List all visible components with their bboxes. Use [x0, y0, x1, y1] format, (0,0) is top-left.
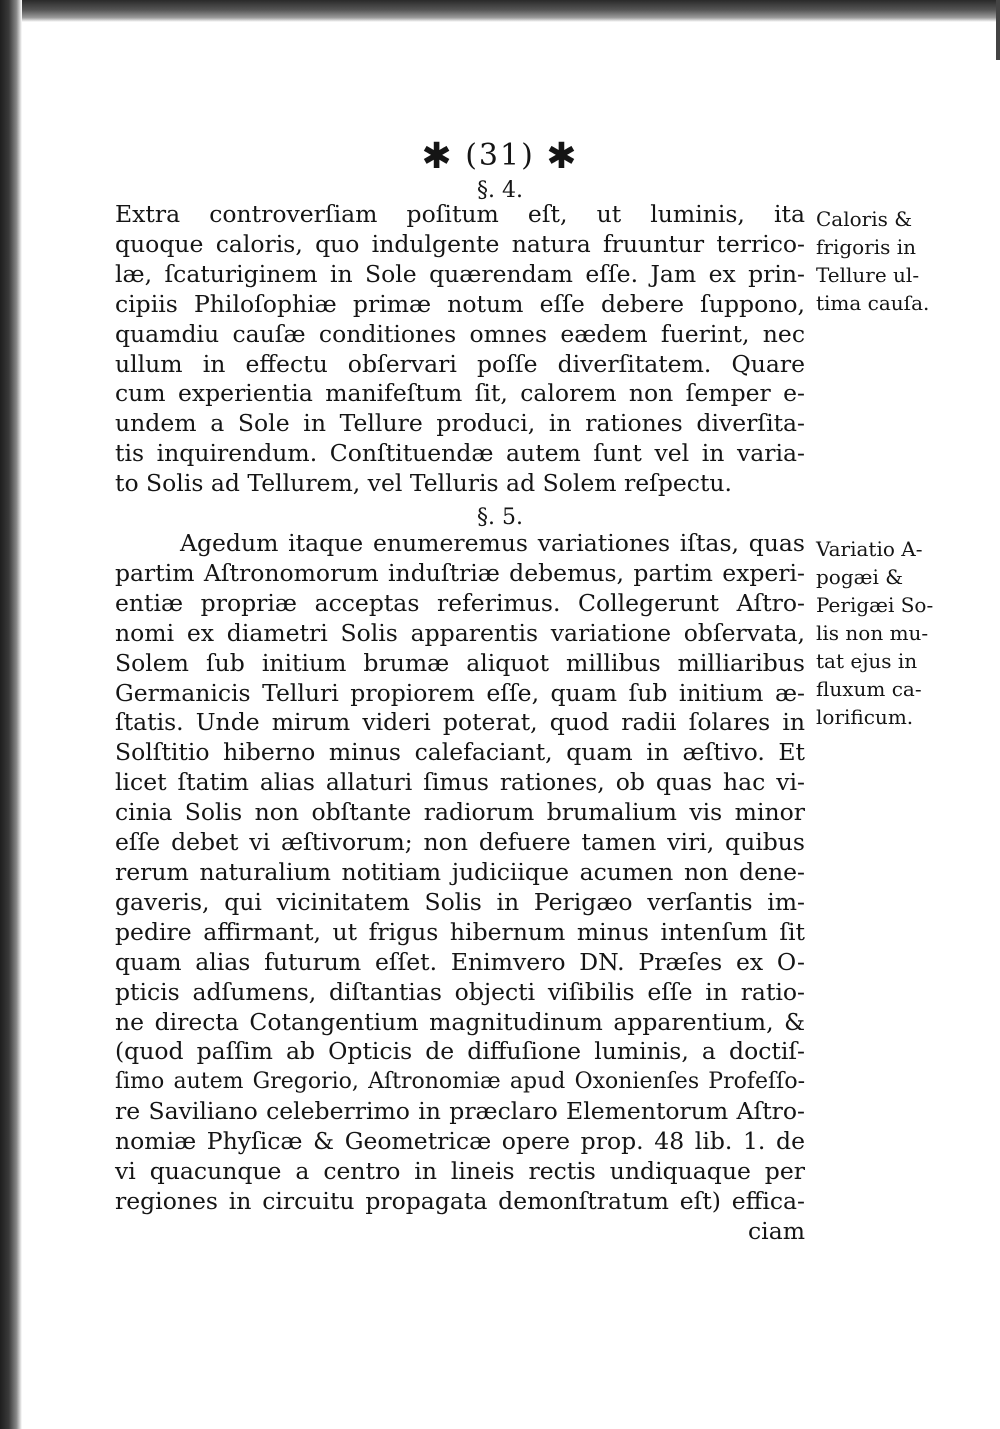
- page-number: (31): [465, 138, 535, 173]
- catchword: ciam: [748, 1216, 805, 1245]
- text-line: ne directa Cotangentium magnitudinum apparentium, &: [115, 1007, 805, 1036]
- text-line: cinia Solis non obſtante radiorum brumalium vis minor: [115, 798, 805, 827]
- paragraph-section-5: [115, 529, 805, 1247]
- text-line: Solem ſub initium brumæ aliquot millibus milliaribus: [115, 648, 805, 677]
- text-line: Germanicis Telluri propiorem eſſe, quam ſub initium æ-: [115, 678, 805, 707]
- margin-note-line: lis non mu-: [816, 621, 929, 645]
- text-line: regiones in circuitu propagata demonſtratum eſt) effica-: [115, 1186, 805, 1215]
- text-line: quoque caloris, quo indulgente natura fruuntur terrico-: [115, 229, 805, 258]
- section-mark-5: §. 5.: [477, 505, 523, 530]
- scan-left-edge: [0, 0, 22, 1429]
- margin-note-section-4: [816, 205, 938, 317]
- text-line: quamdiu cauſæ conditiones omnes eædem fuerint, nec: [115, 319, 805, 348]
- text-line: ullum in effectu obſervari poſſe diverſitatem. Quare: [115, 349, 805, 378]
- margin-note-section-5: [816, 535, 938, 731]
- margin-note-line: frigoris in: [816, 235, 917, 259]
- text-line: gaveris, qui vicinitatem Solis in Perigæo verſantis im-: [115, 887, 805, 916]
- text-line: licet ſtatim alias allaturi ſimus rationes, ob quas hac vi-: [115, 768, 805, 797]
- ornament-star-right: ✱: [546, 136, 579, 177]
- text-line: læ, ſcaturiginem in Sole quærendam eſſe. Jam ex prin-: [115, 259, 805, 288]
- margin-note-line: Tellure ul-: [816, 263, 920, 287]
- margin-note-line: lorificum.: [816, 705, 914, 729]
- text-line: eſſe debet vi æſtivorum; non defuere tamen viri, quibus: [115, 828, 805, 857]
- text-line: nomiæ Phyſicæ & Geometricæ opere prop. 48 lib. 1. de: [115, 1127, 805, 1156]
- text-line: Agedum itaque enumeremus variationes iſtas, quas: [180, 529, 805, 557]
- text-line: (quod paſſim ab Opticis de diffuſione luminis, a doctiſ-: [115, 1037, 805, 1066]
- ornament-star-left: ✱: [421, 136, 454, 177]
- text-line: pedire affirmant, ut frigus hibernum minus intenſum ſit: [115, 917, 805, 946]
- margin-note-line: fluxum ca-: [816, 677, 922, 701]
- margin-note-line: Variatio A-: [816, 537, 923, 561]
- text-line: cum experientia manifeſtum ſit, calorem non ſemper e-: [115, 379, 805, 408]
- text-line: quam alias futurum eſſet. Enimvero DN. Præſes ex O-: [115, 947, 805, 976]
- section-mark-4: §. 4.: [477, 178, 523, 203]
- margin-note-line: tat ejus in: [816, 649, 918, 673]
- margin-note-line: Caloris &: [816, 207, 913, 231]
- text-line: Solſtitio hiberno minus calefaciant, quam in æſtivo. Et: [115, 738, 805, 767]
- scan-top-edge: [0, 0, 1000, 22]
- text-line: cipiis Philoſophiæ primæ notum eſſe debere ſuppono,: [115, 289, 805, 318]
- margin-note-line: pogæi &: [816, 565, 904, 589]
- text-line: Extra controverſiam poſitum eſt, ut luminis, ita: [115, 200, 805, 228]
- margin-note-line: Perigæi So-: [816, 593, 934, 617]
- text-line: entiæ propriæ acceptas referimus. Collegerunt Aſtro-: [115, 588, 805, 617]
- scan-right-edge: [996, 0, 1000, 60]
- text-line: ſimo autem Gregorio, Aſtronomiæ apud Oxonienſes Profeſſo-: [115, 1069, 805, 1095]
- text-line: re Saviliano celeberrimo in præclaro Elementorum Aſtro-: [115, 1097, 805, 1126]
- text-line: pticis adſumens, diſtantias objecti viſibilis eſſe in ratio-: [115, 977, 805, 1006]
- text-line: rerum naturalium notitiam judiciique acumen non dene-: [115, 857, 805, 886]
- text-line: partim Aſtronomorum induſtriæ debemus, partim experi-: [115, 558, 805, 587]
- margin-note-line: tima cauſa.: [816, 291, 930, 315]
- text-line: undem a Sole in Tellure produci, in rationes diverſita-: [115, 409, 805, 438]
- text-line: nomi ex diametri Solis apparentis variatione obſervata,: [115, 618, 805, 647]
- text-line: to Solis ad Tellurem, vel Telluris ad Solem reſpectu.: [115, 469, 733, 498]
- page-header: [0, 136, 1000, 177]
- text-line: ſtatis. Unde mirum videri poterat, quod radii ſolares in: [115, 708, 805, 737]
- paragraph-section-4: [115, 200, 805, 499]
- text-line: tis inquirendum. Conſtituendæ autem ſunt vel in varia-: [115, 439, 805, 468]
- text-line: vi quacunque a centro in lineis rectis undiquaque per: [115, 1157, 805, 1186]
